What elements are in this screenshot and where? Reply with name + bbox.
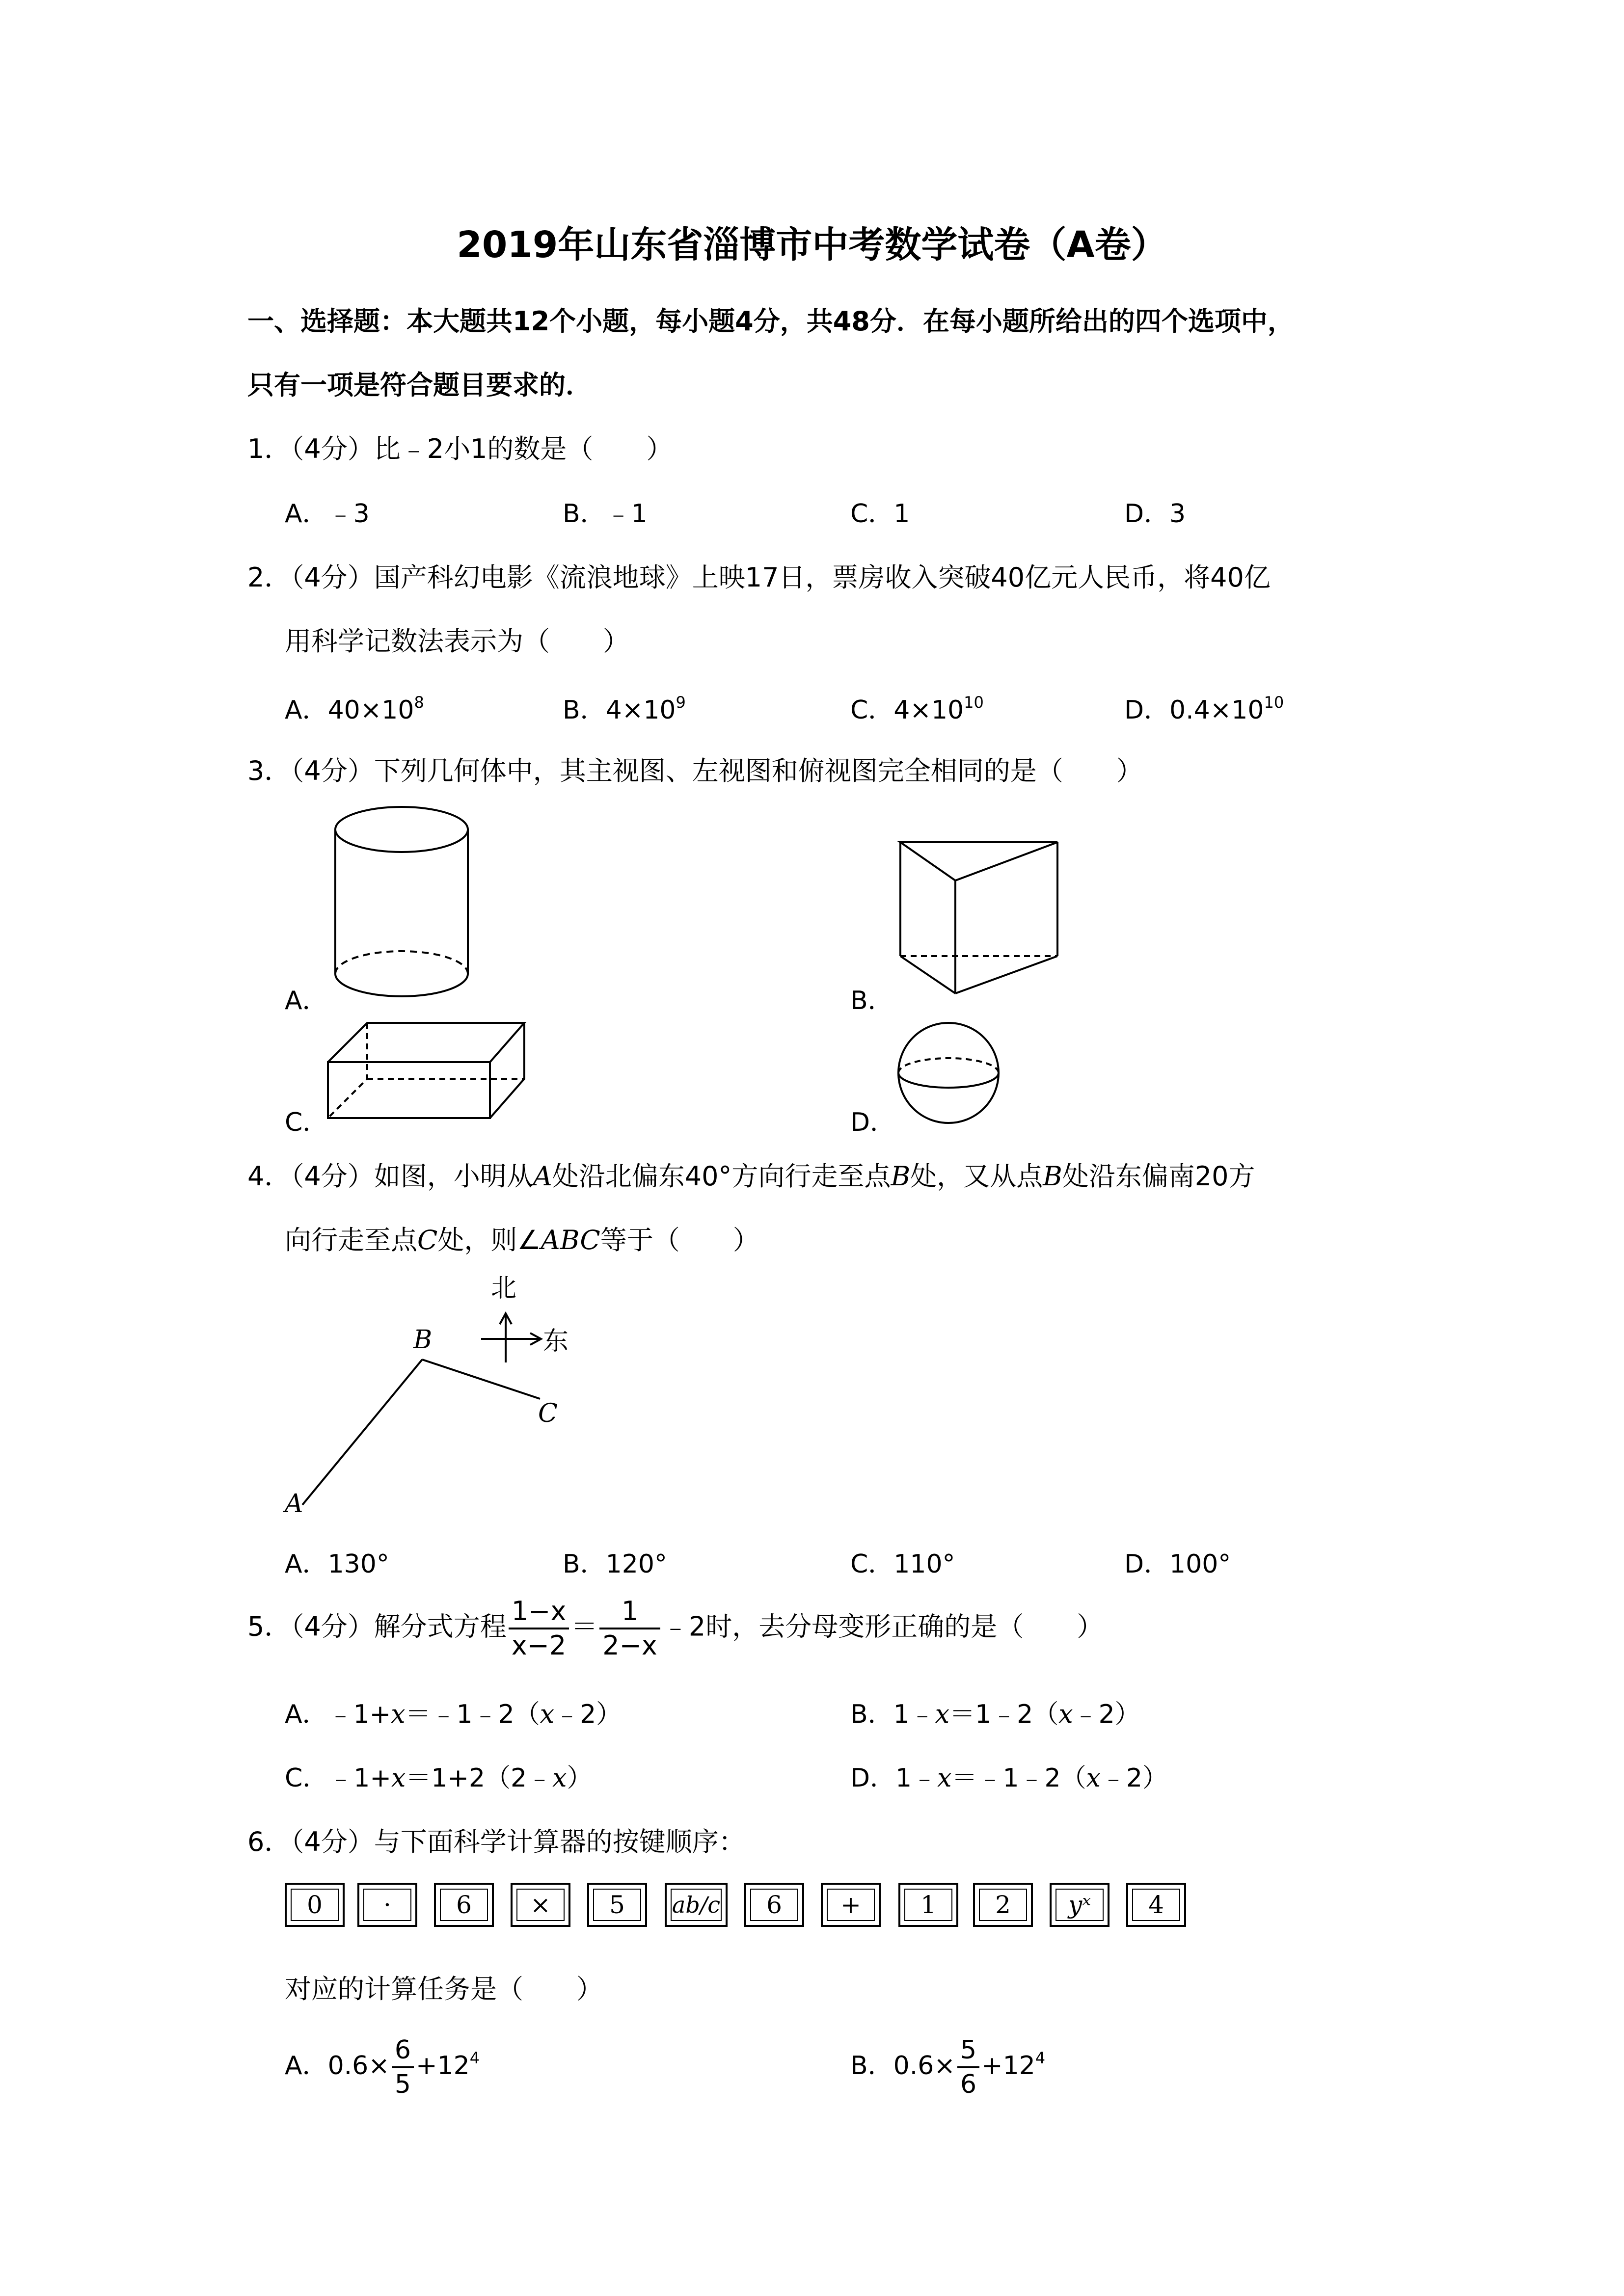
q1-option-d: D．3 <box>1124 499 1186 529</box>
q6-option-a: A．0.6× $\frac{6}{5}$ $+12^4$ <box>285 2034 480 2101</box>
q4-option-c: C．110° <box>850 1549 955 1579</box>
calc-key-multiply: × <box>511 1883 570 1927</box>
q1-option-a: A．﹣3 <box>285 499 370 529</box>
point-c-label: C <box>538 1399 558 1428</box>
q3-label-d: D． <box>850 1108 896 1137</box>
q5-stem: 5．（4分）解分式方程 $\frac{1-x}{x-2}$ ＝ $\frac{1}{2-x}$ ﹣2时，去分母变形正确的是（ ） <box>247 1596 1104 1661</box>
calc-key-fraction: ab/c <box>665 1883 728 1927</box>
q2-option-a: A．$40\times 10^8$ <box>285 693 424 725</box>
q4-stem-line1: 4．（4分）如图，小明从A处沿北偏东40°方向行走至点B处，又从点B处沿东偏南20方 <box>247 1161 1255 1192</box>
q5-option-a: A．﹣1+x＝﹣1﹣2（x﹣2） <box>285 1700 622 1729</box>
q3-label-b: B． <box>850 986 893 1015</box>
q2-stem-line2: 用科学记数法表示为（ ） <box>285 626 629 657</box>
calc-key-6: 6 <box>434 1883 494 1927</box>
q5-option-d: D．1﹣x＝﹣1﹣2（x﹣2） <box>850 1763 1168 1793</box>
q5-fraction-2: $\frac{1}{2-x}$ <box>599 1595 660 1662</box>
q5-option-b: B．1﹣x＝1﹣2（x﹣2） <box>850 1700 1140 1729</box>
calc-key-power: yˣ <box>1050 1883 1110 1927</box>
calc-key-dot: · <box>357 1883 417 1927</box>
q4-stem-line2: 向行走至点C处，则∠ABC等于（ ） <box>285 1225 759 1255</box>
calc-key-4: 4 <box>1126 1883 1186 1927</box>
q2-option-c: C．$4\times 10^{10}$ <box>850 693 984 725</box>
triangular-prism-figure <box>898 840 1065 978</box>
q4-option-a: A．130° <box>285 1549 389 1579</box>
section-header-line2: 只有一项是符合题目要求的． <box>247 370 592 400</box>
point-b-label: B <box>413 1325 433 1355</box>
cylinder-figure <box>334 805 471 1001</box>
north-label: 北 <box>491 1274 517 1303</box>
sphere-figure <box>896 1021 1004 1129</box>
q6-stem: 6．（4分）与下面科学计算器的按键顺序： <box>247 1826 745 1857</box>
q2-stem-line1: 2．（4分）国产科幻电影《流浪地球》上映17日，票房收入突破40亿元人民币，将40亿 <box>247 562 1271 593</box>
q2-option-b: B．$4\times 10^9$ <box>563 693 686 725</box>
direction-diagram <box>280 1266 594 1522</box>
section-header-line1: 一、选择题：本大题共12个小题，每小题4分，共48分．在每小题所给出的四个选项中， <box>247 306 1294 337</box>
q5-fraction-1: $\frac{1-x}{x-2}$ <box>509 1595 569 1662</box>
calc-key-5: 5 <box>587 1883 647 1927</box>
q3-label-c: C． <box>285 1108 328 1137</box>
calc-key-1: 1 <box>898 1883 958 1927</box>
calc-key-0: 0 <box>285 1883 345 1927</box>
cuboid-figure <box>326 1021 532 1119</box>
calc-key-plus: + <box>821 1883 881 1927</box>
calc-key-2: 2 <box>973 1883 1033 1927</box>
q2-option-d: D．$0.4\times 10^{10}$ <box>1124 693 1284 725</box>
q6-stem-line2: 对应的计算任务是（ ） <box>285 1974 603 2004</box>
calc-key-6b: 6 <box>744 1883 804 1927</box>
q4-option-d: D．100° <box>1124 1549 1231 1579</box>
q6-option-b: B．0.6× $\frac{5}{6}$ $+12^4$ <box>850 2034 1045 2101</box>
q3-stem: 3．（4分）下列几何体中，其主视图、左视图和俯视图完全相同的是（ ） <box>247 755 1143 786</box>
q4-option-b: B．120° <box>563 1549 667 1579</box>
east-label: 东 <box>543 1327 569 1356</box>
page-title: 2019年山东省淄博市中考数学试卷（A卷） <box>457 224 1167 266</box>
q1-stem: 1．（4分）比﹣2小1的数是（ ） <box>247 433 673 464</box>
q3-label-a: A． <box>285 986 328 1015</box>
q5-option-c: C．﹣1+x＝1+2（2﹣x） <box>285 1763 593 1793</box>
q1-option-c: C．1 <box>850 499 910 529</box>
q1-option-b: B．﹣1 <box>563 499 648 529</box>
point-a-label: A <box>285 1489 303 1519</box>
